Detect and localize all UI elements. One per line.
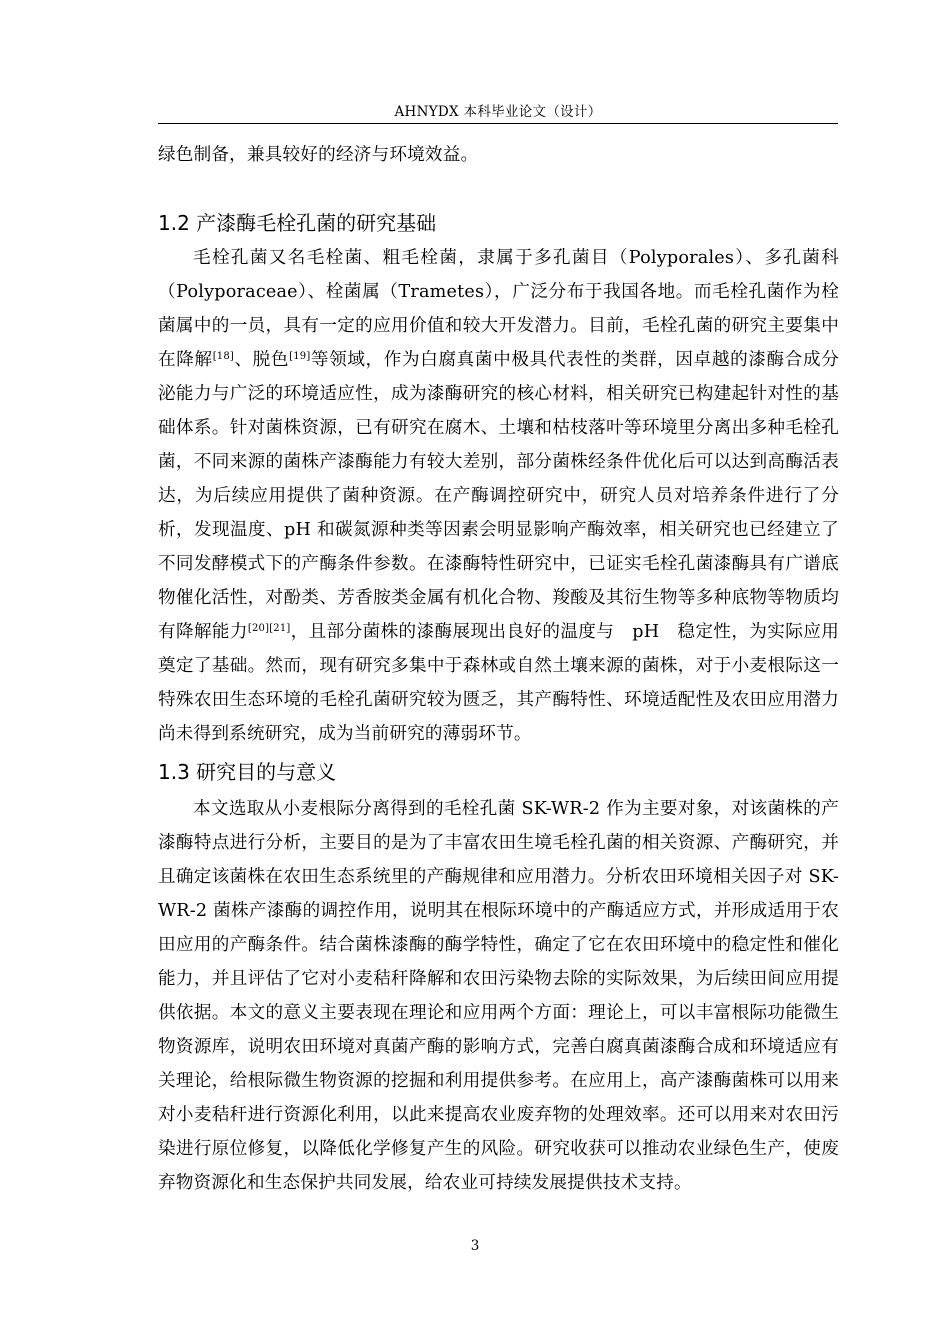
paragraph-text: 毛栓孔菌又名毛栓菌、粗毛栓菌，隶属于多孔菌目（Polyporales）、多孔菌科（Polyporaceae）、栓菌属（Trametes），广泛分布于我国各地。而毛栓孔菌作为栓菌属中的一员，具有一定的应用价值和较大开发潜力。目前，毛栓孔菌的研究主要集中在降解 bbox=[158, 248, 839, 370]
section-heading-1-2: 1.2 产漆酶毛栓孔菌的研究基础 bbox=[158, 211, 437, 235]
citation-20-21: [20][21] bbox=[247, 623, 291, 634]
page-body bbox=[158, 138, 839, 1200]
section-heading-1-3: 1.3 研究目的与意义 bbox=[158, 760, 337, 784]
paragraph-text: 、脱色 bbox=[234, 350, 290, 370]
continuation-paragraph: 绿色制备，兼具较好的经济与环境效益。 bbox=[158, 145, 479, 165]
section-1-2-paragraph bbox=[158, 241, 839, 751]
citation-19: [19] bbox=[289, 351, 311, 362]
paragraph-text: 等领域，作为白腐真菌中极具代表性的类群，因卓越的漆酶合成分泌能力与广泛的环境适应性，成为漆酶研究的核心材料，相关研究已构建起针对性的基础体系。针对菌株资源，已有研究在腐木、土壤和枯枝落叶等环境里分离出多种毛栓孔菌，不同来源的菌株产漆酶能力有较大差别，部分菌株经条件优化后可以达到高酶活表达，为后续应用提供了菌种资源。在产酶调控研究中，研究人员对培养条件进行了分析，发现温度、pH 和碳氮源种类等因素会明显影响产酶效率，相关研究也已经建立了不同发酵模式下的产酶条件参数。在漆酶特性研究中，已证实毛栓孔菌漆酶具有广谱底物催化活性，对酚类、芳香胺类金属有机化合物、羧酸及其衍生物等多种底物等物质均有降解能力 bbox=[158, 350, 839, 642]
section-1-3-paragraph: 本文选取从小麦根际分离得到的毛栓孔菌 SK-WR-2 作为主要对象，对该菌株的产漆酶特点进行分析，主要目的是为了丰富农田生境毛栓孔菌的相关资源、产酶研究，并且确定该菌株在农田生态系统里的产酶规律和应用潜力。分析农田环境相关因子对 SK-WR-2 菌株产漆酶的调控作用，说明其在根际环境中的产酶适应方式，并形成适用于农田应用的产酶条件。结合菌株漆酶的酶学特性，确定了它在农田环境中的稳定性和催化能力，并且评估了它对小麦秸秆降解和农田污染物去除的实际效果，为后续田间应用提供依据。本文的意义主要表现在理论和应用两个方面：理论上，可以丰富根际功能微生物资源库，说明农田环境对真菌产酶的影响方式，完善白腐真菌漆酶合成和环境适应有关理论，给根际微生物资源的挖掘和利用提供参考。在应用上，高产漆酶菌株可以用来对小麦秸秆进行资源化利用，以此来提高农业废弃物的处理效率。还可以用来对农田污染进行原位修复，以降低化学修复产生的风险。研究收获可以推动农业绿色生产，使废弃物资源化和生态保护共同发展，给农业可持续发展提供技术支持。 bbox=[158, 799, 839, 1193]
citation-18: [18] bbox=[212, 351, 235, 362]
header-rule bbox=[158, 123, 838, 124]
page-number: 3 bbox=[470, 1238, 480, 1254]
running-header: AHNYDX 本科毕业论文（设计） bbox=[394, 104, 602, 120]
paragraph-text: ，且部分菌株的漆酶展现出良好的温度与 pH 稳定性，为实际应用奠定了基础。然而，现有研究多集中于森林或自然土壤来源的菌株，对于小麦根际这一特殊农田生态环境的毛栓孔菌研究较为匮乏，其产酶特性、环境适配性及农田应用潜力尚未得到系统研究，成为当前研究的薄弱环节。 bbox=[158, 622, 839, 744]
